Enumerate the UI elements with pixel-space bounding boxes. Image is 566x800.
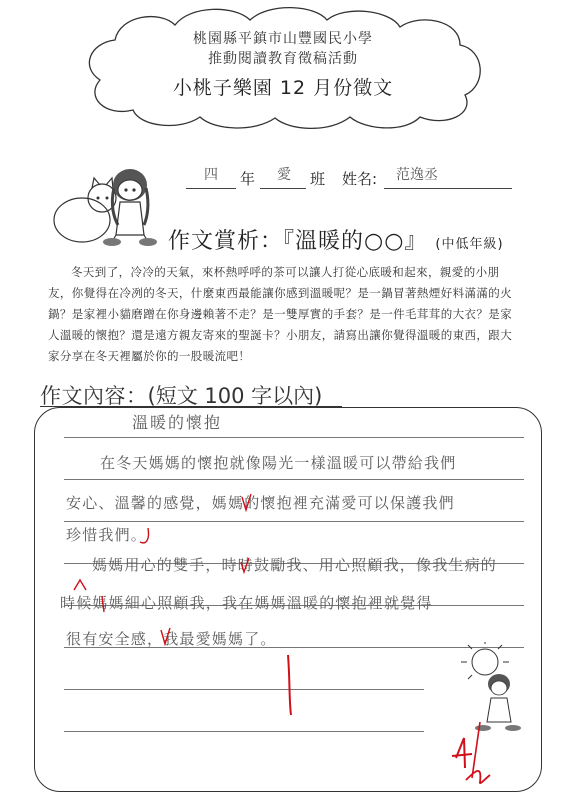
class-value: 愛 xyxy=(277,167,291,183)
essay-line-2: 安心、溫馨的感覺，媽媽的懷抱裡充滿愛可以保護我們 xyxy=(66,494,455,512)
red-grade-mark xyxy=(450,720,510,790)
essay-line-5: 時候媽媽細心照顧我，我在媽媽溫暖的懷抱裡就覺得 xyxy=(60,594,433,612)
grade-value: 四 xyxy=(204,167,218,183)
essay-line-4: 媽媽用心的雙手，時時鼓勵我、用心照顧我，像我生病的 xyxy=(92,556,498,574)
essay-line-3: 珍惜我們。 xyxy=(66,526,148,544)
activity-name: 推動閱讀教育徵稿活動 xyxy=(208,51,358,67)
analysis-subtitle: (中低年級) xyxy=(435,237,504,252)
grade-label: 年 xyxy=(240,170,256,188)
girl-with-cat-illustration xyxy=(40,150,168,248)
content-note: (短文 100 字以內) xyxy=(147,384,323,408)
ruled-line xyxy=(64,521,524,522)
analysis-title xyxy=(168,224,504,255)
ruled-line xyxy=(64,731,424,732)
analysis-title-text: 作文賞析：『溫暖的○○』 xyxy=(168,229,428,254)
essay-title: 溫暖的懷抱 xyxy=(132,413,223,432)
ruled-line xyxy=(64,689,424,690)
school-name: 桃園縣平鎮市山豐國民小學 xyxy=(193,31,373,47)
writing-prompt: 冬天到了，冷冷的天氣，來杯熱呼呼的茶可以讓人打從心底暖和起來，親愛的小朋友，你覺得在冷冽的冬天，什麼東西最能讓你感到溫暖呢？是一鍋冒著熱煙好料滿滿的火鍋？是家裡小貓磨蹭在你身邊賴著不走？是一雙厚實的手套？是一件毛茸茸的大衣？是家人溫暖的懷抱？還是遠方親友寄來的聖誕卡？小朋友，請寫出讓你覺得溫暖的東西，跟大家分享在冬天裡屬於你的一股暖流吧！ xyxy=(48,265,513,363)
ruled-line xyxy=(64,479,524,480)
student-name: 范逸丞 xyxy=(396,167,438,183)
content-label: 作文內容： xyxy=(40,384,148,408)
contest-title: 小桃子樂園 12 月份徵文 xyxy=(172,77,394,99)
essay-line-1: 在冬天媽媽的懷抱就像陽光一樣溫暖可以帶給我們 xyxy=(100,454,457,472)
name-label: 姓名: xyxy=(342,170,378,188)
class-label: 班 xyxy=(310,170,326,188)
essay-line-6: 很有安全感，我最愛媽媽了。 xyxy=(66,630,277,648)
grade-text xyxy=(454,737,455,738)
ruled-line xyxy=(64,437,524,438)
